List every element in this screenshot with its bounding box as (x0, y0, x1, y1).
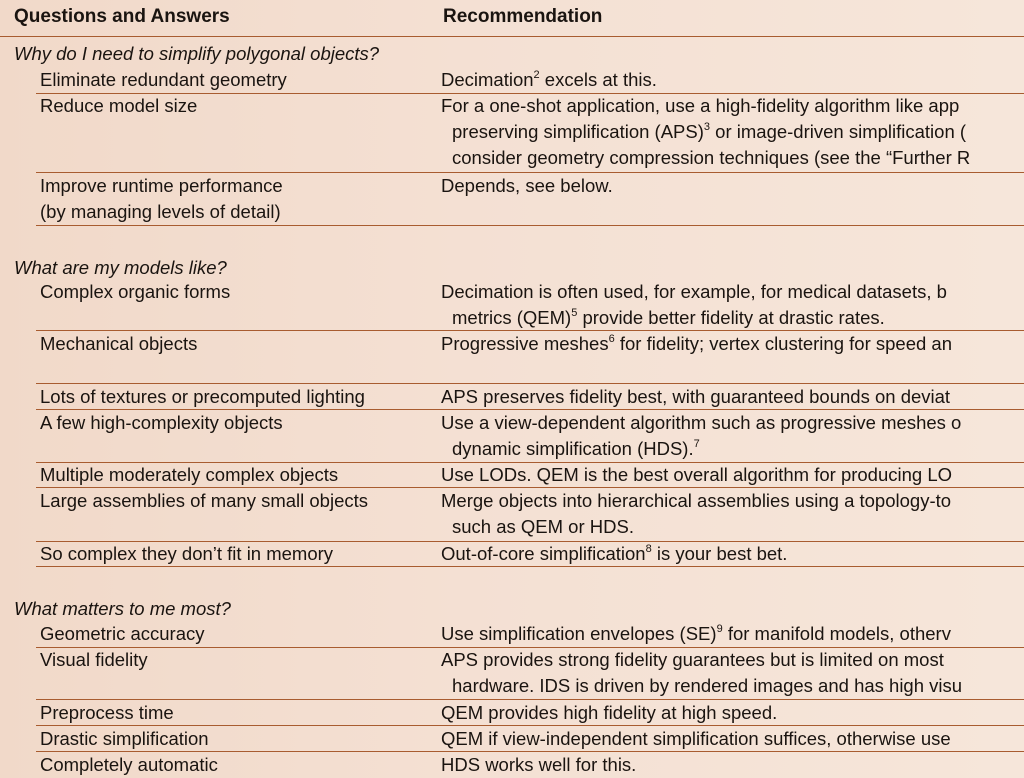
recommendation-text: HDS works well for this. (441, 754, 637, 775)
reference-superscript: 8 (645, 542, 652, 555)
recommendation-cell (452, 305, 885, 331)
question-cell: Mechanical objects (40, 333, 198, 354)
recommendation-cell (441, 384, 950, 410)
recommendation-cell (441, 726, 951, 752)
recommendation-text: Use LODs. QEM is the best overall algorithm for producing LO (441, 464, 953, 485)
recommendation-text: QEM if view-independent simplification suffices, otherwise use (441, 728, 951, 749)
recommendation-text: for fidelity; vertex clustering for speed an (614, 333, 952, 354)
recommendation-text: Out-of-core simplification (441, 543, 646, 564)
reference-superscript: 7 (693, 437, 700, 450)
recommendation-text: is your best bet. (651, 543, 788, 564)
category-heading: What are my models like? (14, 257, 227, 278)
question-cell: Completely automatic (40, 754, 218, 775)
recommendation-cell (441, 331, 952, 357)
question-cell: Preprocess time (40, 702, 174, 723)
question-cell: Eliminate redundant geometry (40, 69, 287, 90)
recommendation-cell (441, 173, 613, 199)
recommendation-text: for manifold models, otherv (722, 623, 951, 644)
question-cell: Drastic simplification (40, 728, 209, 749)
recommendation-text: Decimation (441, 69, 534, 90)
recommendation-text: hardware. IDS is driven by rendered images and has high visu (452, 675, 963, 696)
recommendation-text: provide better fidelity at drastic rates. (577, 307, 885, 328)
recommendation-text: Merge objects into hierarchical assemblies using a topology-to (441, 490, 952, 511)
reference-superscript: 9 (716, 622, 723, 635)
recommendation-cell (441, 279, 947, 305)
recommendation-cell (452, 436, 700, 462)
recommendation-text: preserving simplification (APS) (452, 121, 704, 142)
recommendation-cell (441, 541, 787, 567)
recommendation-cell (441, 752, 636, 778)
recommendation-text: APS preserves fidelity best, with guaranteed bounds on deviat (441, 386, 951, 407)
recommendation-cell (441, 488, 951, 514)
question-cell: (by managing levels of detail) (40, 201, 281, 222)
recommendation-text: QEM provides high fidelity at high speed. (441, 702, 778, 723)
recommendation-cell (452, 145, 970, 171)
recommendation-cell (441, 462, 952, 488)
question-cell: Visual fidelity (40, 649, 148, 670)
category-heading: What matters to me most? (14, 598, 231, 619)
recommendation-text: For a one-shot application, use a high-fidelity algorithm like app (441, 95, 960, 116)
question-cell: A few high-complexity objects (40, 412, 283, 433)
recommendation-cell (441, 621, 951, 647)
question-cell: Improve runtime performance (40, 175, 283, 196)
question-cell: Complex organic forms (40, 281, 231, 302)
recommendation-text: Use a view-dependent algorithm such as progressive meshes o (441, 412, 962, 433)
category-heading: Why do I need to simplify polygonal objects? (14, 43, 380, 64)
question-cell: Geometric accuracy (40, 623, 205, 644)
recommendation-text: Use simplification envelopes (SE) (441, 623, 717, 644)
recommendation-cell (452, 119, 966, 145)
recommendation-text: consider geometry compression techniques (see the “Further R (452, 147, 971, 168)
header-recommendation: Recommendation (443, 6, 603, 27)
reference-superscript: 6 (608, 332, 615, 345)
question-cell: Large assemblies of many small objects (40, 490, 369, 511)
reference-superscript: 5 (571, 306, 578, 319)
recommendation-cell (441, 93, 959, 119)
recommendation-text: dynamic simplification (HDS). (452, 438, 694, 459)
row-divider (36, 225, 1024, 226)
recommendation-text: excels at this. (539, 69, 657, 90)
header-questions: Questions and Answers (14, 6, 230, 27)
recommendation-cell (441, 647, 944, 673)
recommendation-text: Progressive meshes (441, 333, 609, 354)
recommendation-cell (441, 67, 657, 93)
recommendation-cell (441, 700, 777, 726)
recommendation-cell (452, 514, 634, 540)
question-cell: Reduce model size (40, 95, 198, 116)
recommendation-text: Decimation is often used, for example, for medical datasets, b (441, 281, 947, 302)
recommendation-text: APS provides strong fidelity guarantees but is limited on most (441, 649, 944, 670)
question-cell: So complex they don’t fit in memory (40, 543, 334, 564)
reference-superscript: 2 (533, 68, 540, 81)
recommendation-text: Depends, see below. (441, 175, 613, 196)
recommendation-text: or image-driven simplification ( (710, 121, 967, 142)
question-cell: Lots of textures or precomputed lighting (40, 386, 365, 407)
reference-superscript: 3 (703, 120, 711, 133)
recommendation-cell (452, 673, 962, 699)
row-divider (0, 36, 1024, 37)
recommendation-text: metrics (QEM) (452, 307, 572, 328)
recommendation-text: such as QEM or HDS. (452, 516, 634, 537)
recommendation-cell (441, 410, 961, 436)
question-cell: Multiple moderately complex objects (40, 464, 339, 485)
